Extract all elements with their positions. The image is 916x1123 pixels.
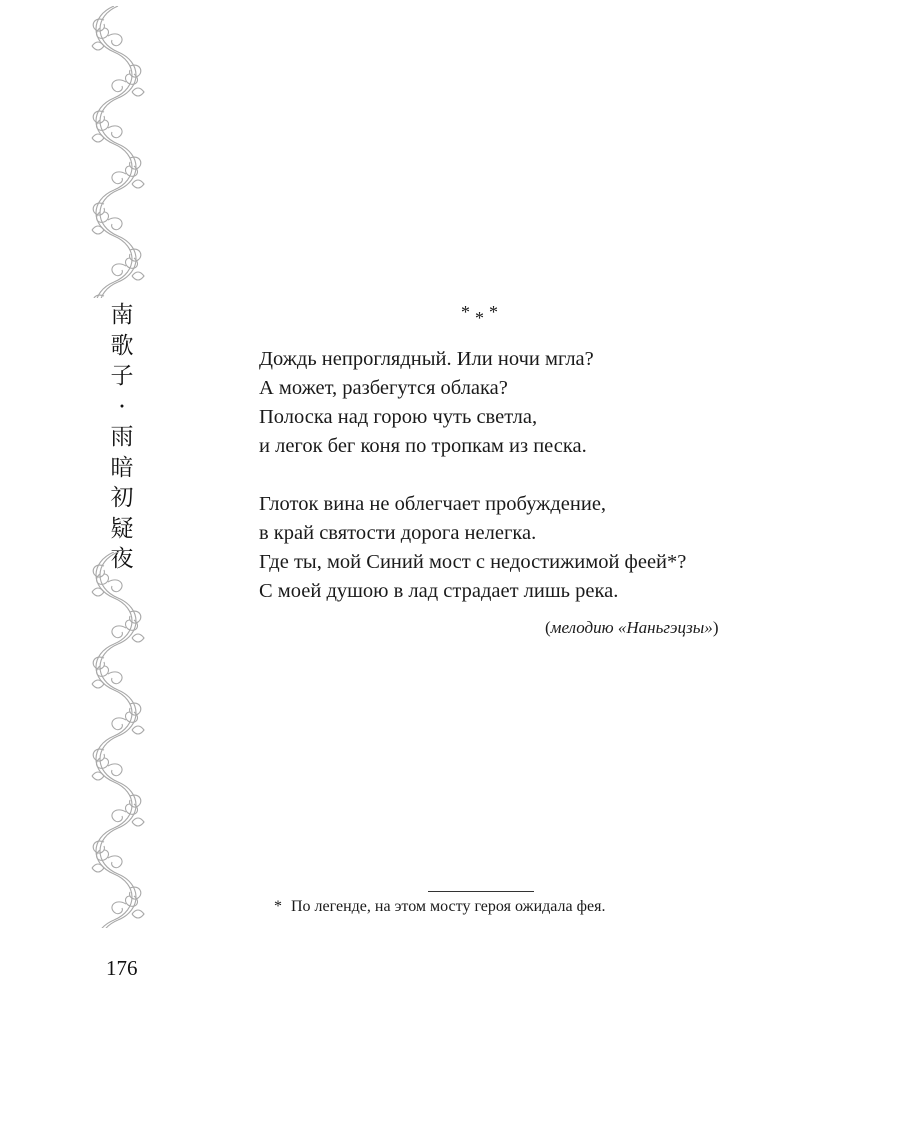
- asterism-star: *: [461, 302, 470, 322]
- vine-ornament-icon: [86, 6, 150, 298]
- melody-attribution: [545, 618, 718, 638]
- vine-ornament-icon: [86, 552, 150, 928]
- poem-line: и легок бег коня по тропкам из песка.: [259, 435, 587, 457]
- title-char: 子: [110, 363, 134, 389]
- poem-line: Дождь непроглядный. Или ночи мгла?: [259, 348, 594, 370]
- attribution-text: мелодию «Наньгэцзы»: [550, 618, 713, 637]
- asterism-star: *: [489, 302, 498, 322]
- title-char: 暗: [110, 454, 134, 481]
- poem-line: С моей душою в лад страдает лишь река.: [259, 580, 619, 602]
- title-char: 夜: [110, 546, 134, 572]
- poem-line: Глоток вина не облегчает пробуждение,: [259, 493, 607, 515]
- title-char: 歌: [110, 332, 134, 359]
- title-char: 初: [110, 485, 134, 511]
- title-char: 疑: [110, 515, 134, 542]
- ornament-border-bottom: [86, 552, 150, 928]
- title-char: ·: [118, 393, 126, 420]
- footnote-mark: *: [274, 898, 282, 915]
- title-char: 南: [110, 302, 134, 328]
- poem-line: в край святости дорога нелегка.: [259, 522, 537, 544]
- ornament-border-top: [86, 6, 150, 298]
- poem-line: А может, разбегутся облака?: [259, 377, 508, 399]
- vertical-title: [104, 300, 140, 575]
- asterism-star: *: [475, 308, 484, 328]
- poem-line: Полоска над горою чуть светла,: [259, 406, 538, 428]
- asterism-separator: [459, 302, 501, 326]
- footnote: [274, 898, 605, 916]
- attribution-close-paren: ): [712, 618, 719, 637]
- poem-stanza-1: [259, 345, 594, 461]
- footnote-divider: [428, 891, 534, 892]
- poem-stanza-2: [259, 490, 686, 606]
- page-number: 176: [106, 956, 138, 980]
- title-char: 雨: [110, 424, 134, 450]
- poem-line: Где ты, мой Синий мост с недостижимой феей*?: [259, 551, 687, 573]
- attribution-open-paren: (: [545, 618, 551, 637]
- footnote-text: По легенде, на этом мосту героя ожидала фея.: [291, 898, 606, 915]
